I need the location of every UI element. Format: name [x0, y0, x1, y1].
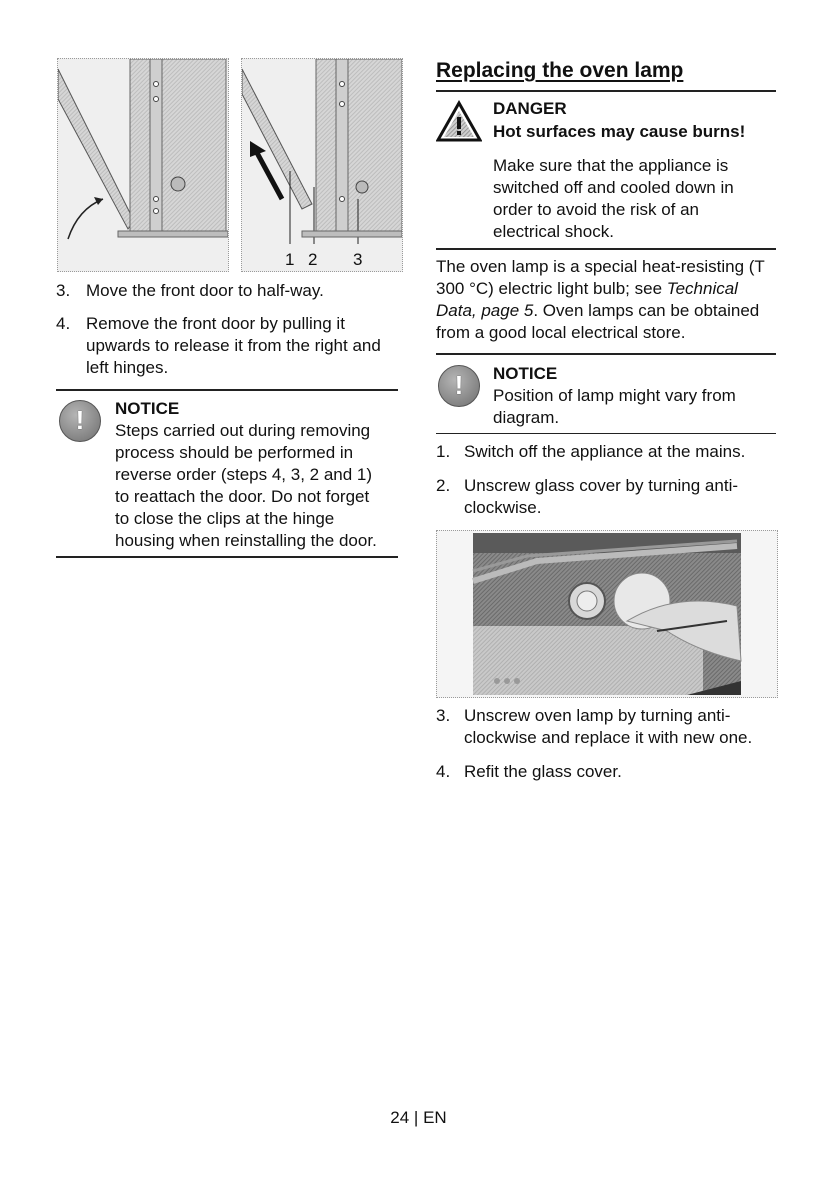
danger-body: [493, 155, 783, 243]
paragraph-line: from a good local electrical store.: [436, 323, 686, 342]
notice-line: Position of lamp might vary from: [493, 386, 736, 405]
step-number: 2.: [436, 476, 451, 495]
danger-line: electrical shock.: [493, 222, 614, 241]
step-text-line: clockwise and replace it with new one.: [464, 728, 753, 747]
page-reference: Data, page 5: [436, 301, 534, 320]
right-notice-title: NOTICE: [493, 364, 558, 383]
paragraph-text: . Oven lamps can be obtained: [533, 301, 760, 320]
lamp-photo: [436, 530, 778, 698]
right-step-2: [436, 475, 816, 519]
step-text-line: Unscrew glass cover by turning anti-: [464, 476, 739, 495]
step-number: 1.: [436, 442, 451, 461]
danger-line: order to avoid the risk of an: [493, 200, 700, 219]
danger-subtitle: Hot surfaces may cause burns!: [493, 122, 746, 141]
notice-line: Steps carried out during removing: [115, 421, 371, 440]
heading-rule: [436, 90, 776, 92]
danger-title: DANGER: [493, 99, 567, 118]
left-notice-body: [115, 420, 415, 552]
step-text: Move the front door to half-way.: [86, 281, 324, 300]
step-text-line: upwards to release it from the right and: [86, 336, 381, 355]
lamp-illustration: [437, 531, 777, 697]
notice-line: process should be performed in: [115, 443, 354, 462]
notice-icon: !: [59, 400, 101, 442]
left-step-3: [56, 280, 406, 302]
left-step-4: [56, 313, 406, 379]
notice-line: reverse order (steps 4, 3, 2 and 1): [115, 465, 373, 484]
left-notice-top-rule: [56, 389, 398, 391]
right-step-1: [436, 441, 816, 463]
figure-label-3: 3: [353, 250, 363, 269]
right-notice-top-rule: [436, 353, 776, 355]
step-text-line: clockwise.: [464, 498, 542, 517]
notice-line: to reattach the door. Do not forget: [115, 487, 370, 506]
page-number: 24 | EN: [390, 1108, 447, 1127]
notice-line: to close the clips at the hinge: [115, 509, 335, 528]
step-text-line: Remove the front door by pulling it: [86, 314, 345, 333]
danger-line: switched off and cooled down in: [493, 178, 734, 197]
section-heading: Replacing the oven lamp: [436, 59, 684, 82]
right-notice-body: [493, 385, 783, 429]
paragraph-text: 300 °C) electric light bulb; see: [436, 279, 667, 298]
notice-line: diagram.: [493, 408, 560, 427]
paragraph-line: [436, 278, 836, 300]
left-notice-bottom-rule: [56, 556, 398, 558]
paragraph-line: [436, 300, 836, 322]
technical-data-link: Technical: [666, 279, 738, 298]
right-notice-bottom-rule: [436, 433, 776, 434]
step-text: Switch off the appliance at the mains.: [464, 442, 746, 461]
figure-label-2: 2: [308, 250, 318, 269]
left-notice-title: NOTICE: [115, 399, 180, 418]
notice-line: housing when reinstalling the door.: [115, 531, 377, 550]
step-text: Refit the glass cover.: [464, 762, 622, 781]
paragraph-line: The oven lamp is a special heat-resisting (T: [436, 257, 765, 276]
door-figure-right: [241, 58, 403, 272]
danger-line: Make sure that the appliance is: [493, 156, 729, 175]
step-number: 4.: [436, 762, 451, 781]
danger-bottom-rule: [436, 248, 776, 250]
door-hinge-illustration-1: [58, 59, 228, 271]
door-figure-left: [57, 58, 229, 272]
step-number: 3.: [56, 281, 71, 300]
notice-icon: !: [438, 365, 480, 407]
right-step-4: [436, 761, 816, 783]
step-number: 3.: [436, 706, 451, 725]
step-text-line: left hinges.: [86, 358, 169, 377]
right-step-3: [436, 705, 816, 749]
oven-lamp-paragraph: [436, 256, 836, 344]
step-text-line: Unscrew oven lamp by turning anti-: [464, 706, 731, 725]
door-hinge-illustration-2: [242, 59, 402, 271]
danger-warning-icon: [436, 100, 482, 142]
figure-label-1: 1: [285, 250, 295, 269]
step-number: 4.: [56, 314, 71, 333]
